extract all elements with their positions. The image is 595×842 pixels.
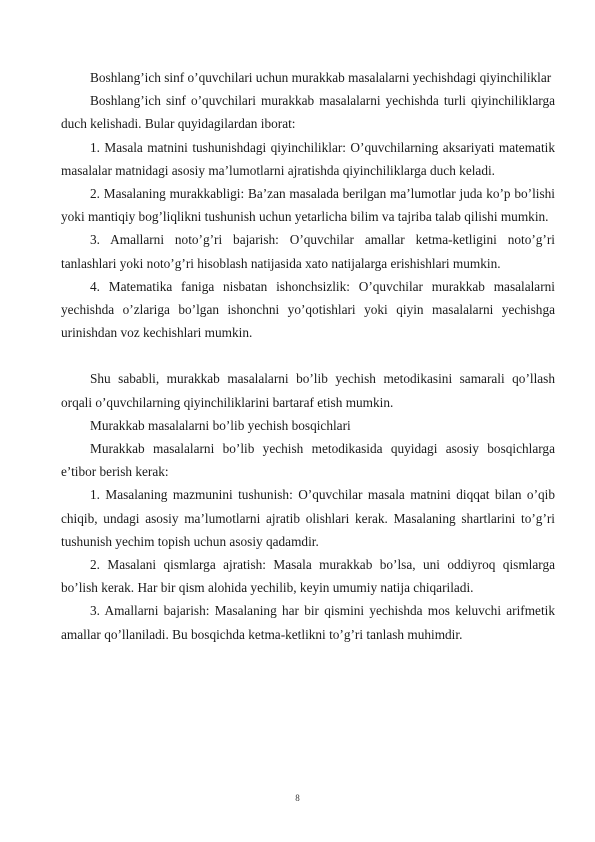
paragraph-stage-3: 3. Amallarni bajarish: Masalaning har bir qismini yechishda mos keluvchi arifmetik amallar qo’llaniladi. Bu bosqichda ketma-ketlikni to’g’ri tanlash muhimdir.: [61, 603, 555, 642]
paragraph-item-1: 1. Masala matnini tushunishdagi qiyinchiliklar: O’quvchilarning aksariyati matematik masalalar matnidagi asosiy ma’lumotlarni ajratishda qiyinchiliklarga duch keladi.: [61, 139, 555, 178]
paragraph-conclusion: Shu sababli, murakkab masalalarni bo’lib yechish metodikasini samarali qo’llash orqali o’quvchilarning qiyinchiliklarini bartaraf etish mumkin.: [61, 371, 555, 410]
paragraph-item-4: 4. Matematika faniga nisbatan ishonchsizlik: O’quvchilar murakkab masalalarni yechishda o’zlariga bo’lgan ishonchni yo’qotishlari yoki qiyin masalalarni yechishga urinishdan voz kechishlari mumkin.: [61, 278, 555, 341]
paragraph-stages-intro: Murakkab masalalarni bo’lib yechish metodikasida quyidagi asosiy bosqichlarga e’tibor berish kerak:: [61, 441, 555, 480]
document-body: [61, 66, 555, 646]
paragraph-spacer: [61, 344, 555, 367]
page-number: 8: [295, 793, 300, 803]
paragraph-intro: Boshlang’ich sinf o’quvchilari murakkab masalalarni yechishda turli qiyinchiliklarga duch kelishadi. Bular quyidagilardan iborat:: [61, 93, 555, 132]
paragraph-item-2: 2. Masalaning murakkabligi: Ba’zan masalada berilgan ma’lumotlar juda ko’p bo’lishi yoki mantiqiy bog’liqlikni tushunish uchun yetarlicha bilim va tajriba talab qilishi mumkin.: [61, 186, 555, 225]
paragraph-stage-2: 2. Masalani qismlarga ajratish: Masala murakkab bo’lsa, uni oddiyroq qismlarga bo’lish kerak. Har bir qism alohida yechilib, keyin umumiy natija chiqariladi.: [61, 557, 555, 596]
section-heading-stages: Murakkab masalalarni bo’lib yechish bosqichlari: [90, 417, 351, 433]
section-heading-difficulties: Boshlang’ich sinf o’quvchilari uchun murakkab masalalarni yechishdagi qiyinchiliklar: [90, 70, 552, 85]
paragraph-stage-1: 1. Masalaning mazmunini tushunish: O’quvchilar masala matnini diqqat bilan o’qib chiqib, undagi asosiy ma’lumotlarni ajratib olishlari kerak. Masalaning shartlarini to’g’ri tushunish yechim topish uchun asosiy qadamdir.: [61, 487, 555, 549]
paragraph-item-3: 3. Amallarni noto’g’ri bajarish: O’quvchilar amallar ketma-ketligini noto’g’ri tanlashlari yoki noto’g’ri hisoblash natijasida xato natijalarga erishishlari mumkin.: [61, 232, 555, 271]
